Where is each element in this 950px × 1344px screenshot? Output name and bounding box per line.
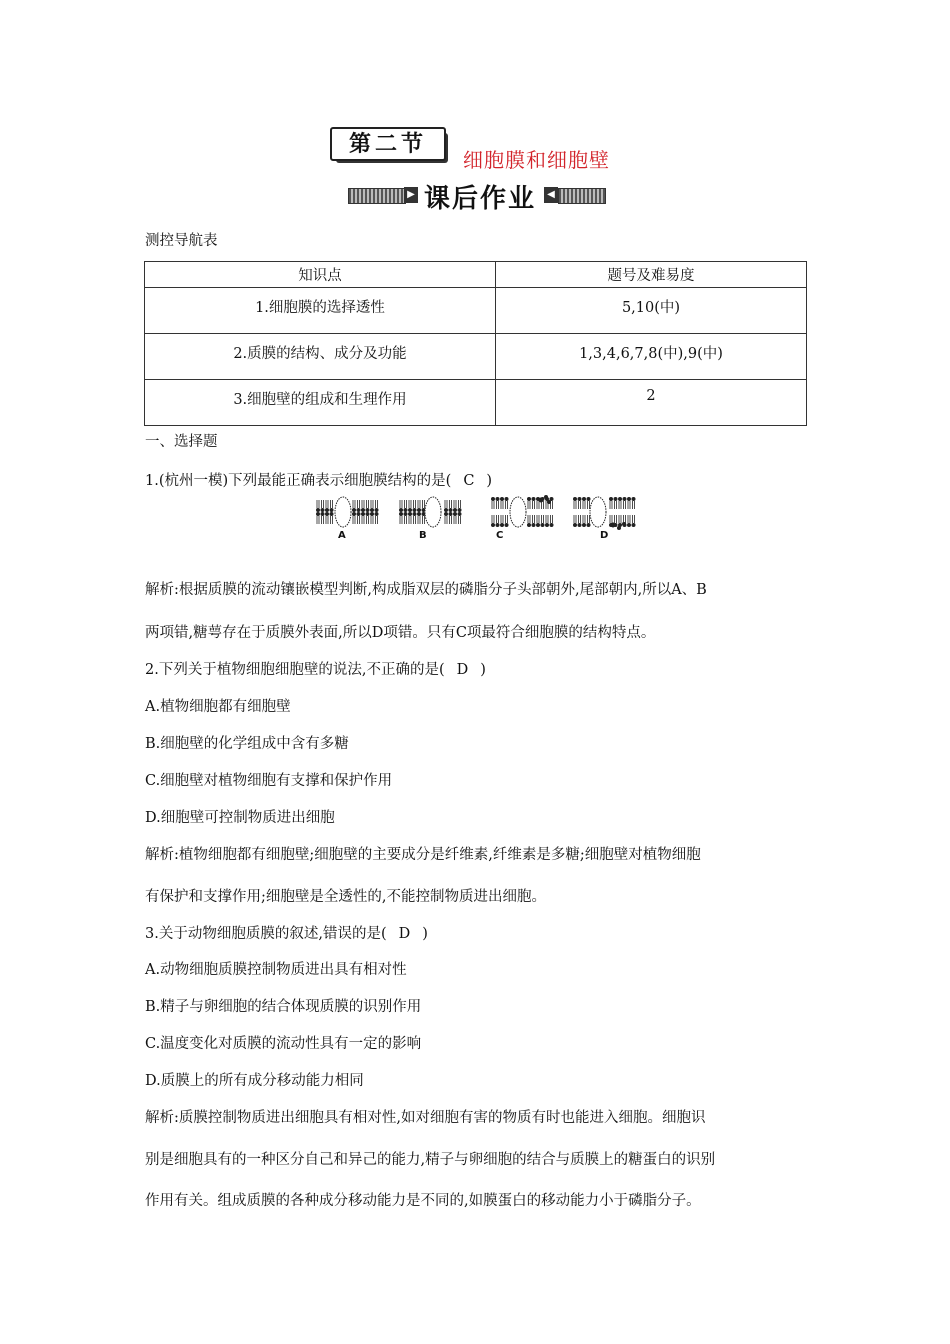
q3-option-a: A.动物细胞质膜控制物质进出具有相对性 bbox=[145, 962, 407, 978]
q3-analysis-line: 解析:质膜控制物质进出细胞具有相对性,如对细胞有害的物质有时也能进入细胞。细胞识 bbox=[145, 1110, 706, 1126]
q1-analysis-line: 两项错,糖萼存在于质膜外表面,所以D项错。只有C项最符合细胞膜的结构特点。 bbox=[145, 625, 656, 641]
banner-stripe-left bbox=[348, 188, 406, 204]
q1-analysis-line: 解析:根据质膜的流动镶嵌模型判断,构成脂双层的磷脂分子头部朝外,尾部朝内,所以A、B bbox=[145, 582, 707, 598]
membrane-diagram-a bbox=[316, 497, 379, 527]
q2-stem bbox=[145, 658, 486, 679]
table-row bbox=[145, 380, 807, 426]
table-header-row bbox=[145, 262, 807, 288]
q2-option-c: C.细胞壁对植物细胞有支撑和保护作用 bbox=[145, 773, 393, 789]
membrane-diagram-c bbox=[491, 495, 554, 527]
figure-label-a: A bbox=[338, 530, 346, 541]
q3-answer: D bbox=[398, 926, 411, 942]
table-caption: 测控导航表 bbox=[145, 233, 218, 249]
table-header-cell: 题号及难易度 bbox=[496, 262, 807, 288]
section-heading: 一、选择题 bbox=[145, 434, 218, 450]
table-cell: 1,3,4,6,7,8(中),9(中) bbox=[496, 334, 807, 380]
table-cell: 3.细胞壁的组成和生理作用 bbox=[145, 380, 496, 426]
table-cell: 1.细胞膜的选择透性 bbox=[145, 288, 496, 334]
q3-option-d: D.质膜上的所有成分移动能力相同 bbox=[145, 1073, 364, 1089]
table-cell: 5,10(中) bbox=[496, 288, 807, 334]
q2-analysis-line: 有保护和支撑作用;细胞壁是全透性的,不能控制物质进出细胞。 bbox=[145, 889, 546, 905]
arrow-left-icon: ◀ bbox=[544, 187, 558, 203]
q3-stem bbox=[145, 922, 428, 943]
q1-stem-text: 1.(杭州一模)下列最能正确表示细胞膜结构的是( bbox=[145, 473, 452, 489]
section-title: 细胞膜和细胞壁 bbox=[463, 148, 610, 172]
q2-option-d: D.细胞壁可控制物质进出细胞 bbox=[145, 810, 335, 826]
homework-banner bbox=[348, 182, 608, 214]
q3-option-c: C.温度变化对质膜的流动性具有一定的影响 bbox=[145, 1036, 422, 1052]
q3-close: ) bbox=[422, 926, 428, 942]
table-cell: 2 bbox=[496, 380, 807, 426]
q3-stem-text: 3.关于动物细胞质膜的叙述,错误的是( bbox=[145, 926, 387, 942]
q2-option-a: A.植物细胞都有细胞壁 bbox=[145, 699, 291, 715]
membrane-diagrams bbox=[313, 494, 643, 530]
membrane-diagram-b bbox=[399, 497, 462, 527]
q2-option-b: B.细胞壁的化学组成中含有多糖 bbox=[145, 736, 349, 752]
banner-stripe-right bbox=[558, 188, 606, 204]
q3-option-b: B.精子与卵细胞的结合体现质膜的识别作用 bbox=[145, 999, 422, 1015]
q2-stem-text: 2.下列关于植物细胞细胞壁的说法,不正确的是( bbox=[145, 662, 445, 678]
figure-label-d: D bbox=[600, 530, 609, 541]
q2-close: ) bbox=[480, 662, 486, 678]
section-badge-text: 第二节 bbox=[330, 127, 446, 161]
nav-table bbox=[144, 261, 807, 426]
table-header-cell: 知识点 bbox=[145, 262, 496, 288]
table-cell: 2.质膜的结构、成分及功能 bbox=[145, 334, 496, 380]
q2-analysis-line: 解析:植物细胞都有细胞壁;细胞壁的主要成分是纤维素,纤维素是多糖;细胞壁对植物细胞 bbox=[145, 847, 701, 863]
homework-title: 课后作业 bbox=[424, 184, 537, 214]
figure-label-b: B bbox=[419, 530, 427, 541]
q2-answer: D bbox=[456, 662, 469, 678]
q3-analysis-line: 别是细胞具有的一种区分自己和异己的能力,精子与卵细胞的结合与质膜上的糖蛋白的识别 bbox=[145, 1152, 716, 1168]
table-row bbox=[145, 288, 807, 334]
figure-label-c: C bbox=[496, 530, 504, 541]
membrane-diagram-d bbox=[573, 497, 636, 530]
q1-stem bbox=[145, 469, 492, 490]
section-badge bbox=[330, 127, 450, 163]
q1-close: ) bbox=[486, 473, 493, 489]
membrane-figure bbox=[313, 494, 643, 546]
q3-analysis-line: 作用有关。组成质膜的各种成分移动能力是不同的,如膜蛋白的移动能力小于磷脂分子。 bbox=[145, 1193, 701, 1209]
arrow-right-icon: ▶ bbox=[404, 187, 418, 203]
table-row bbox=[145, 334, 807, 380]
q1-answer: C bbox=[463, 473, 475, 489]
